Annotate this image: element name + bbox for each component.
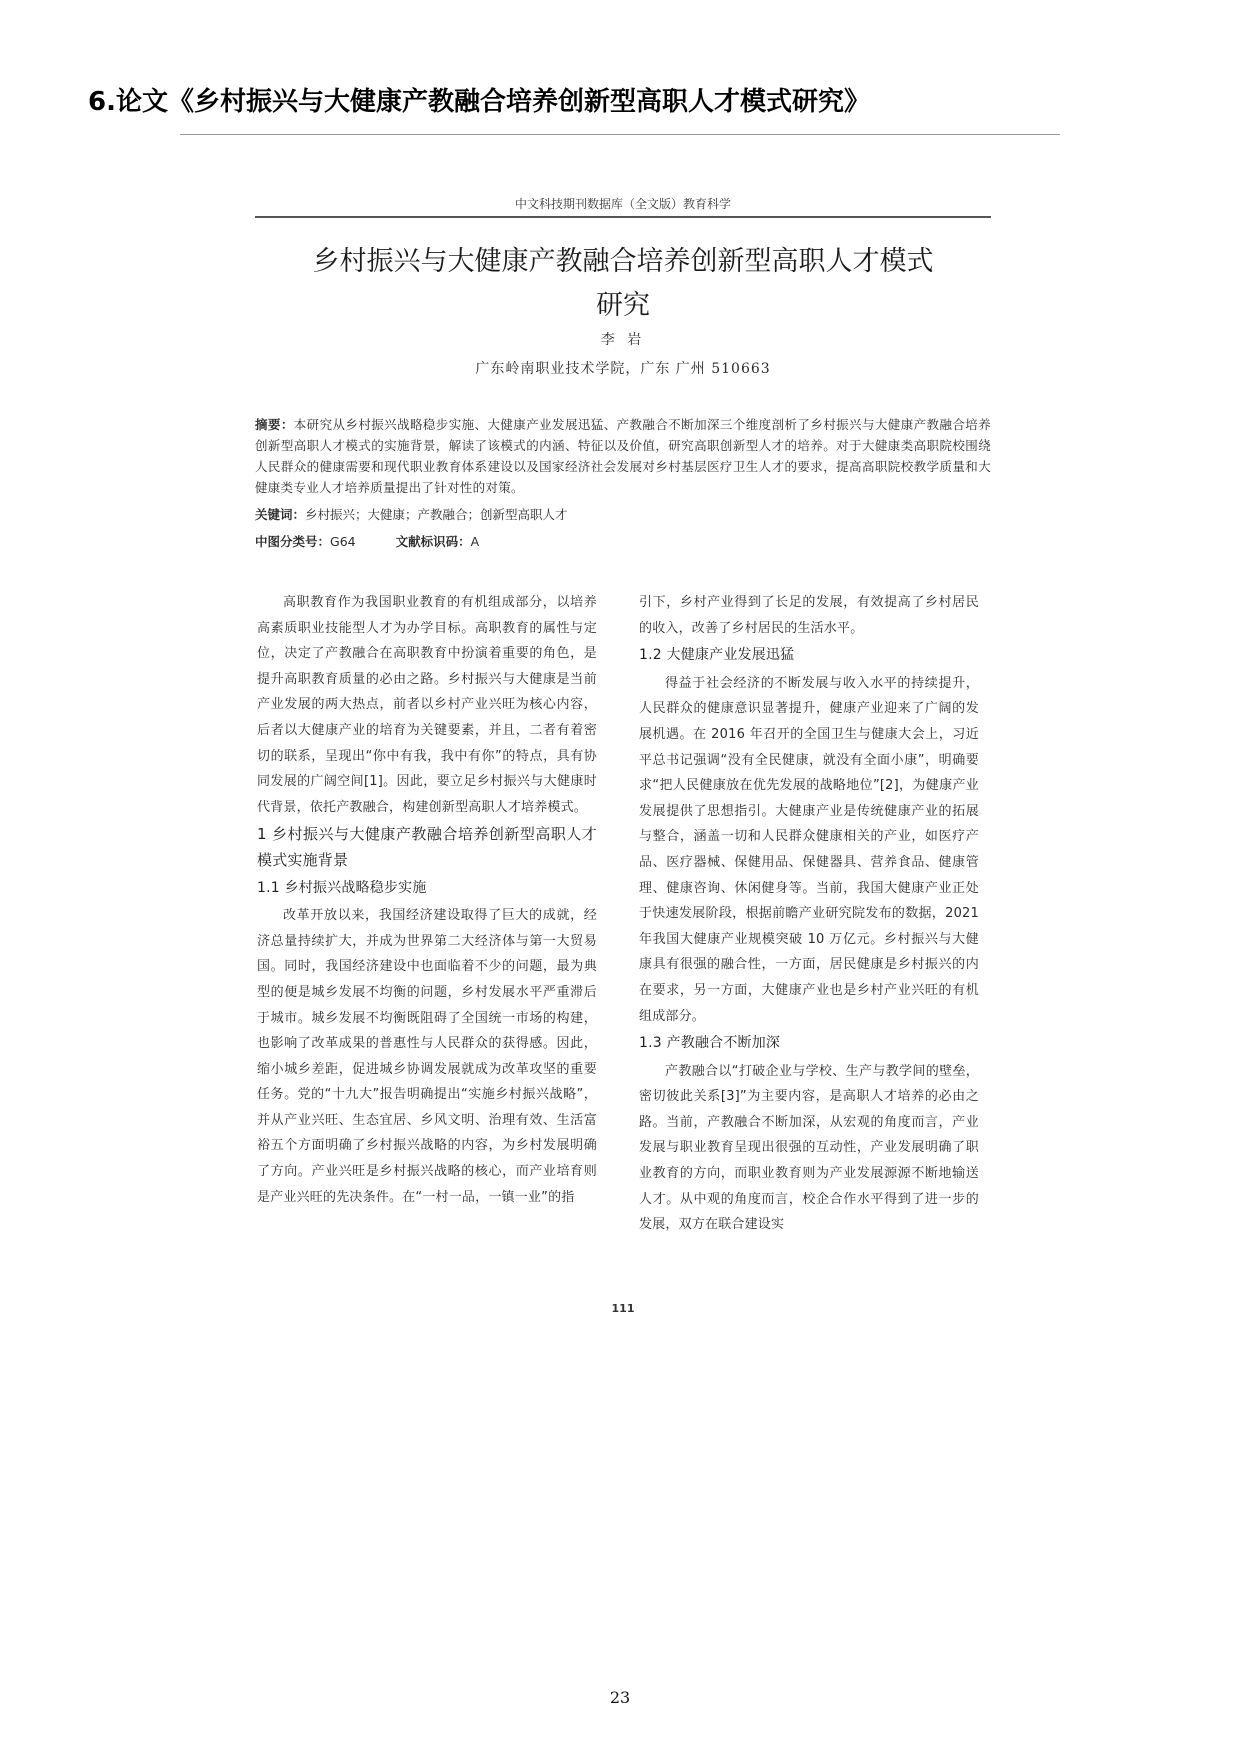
section-heading: 6.论文《乡村振兴与大健康产教融合培养创新型高职人才模式研究》	[88, 87, 870, 117]
journal-page-number: 111	[611, 1302, 635, 1315]
classification-line	[255, 532, 991, 552]
paper-title	[255, 240, 991, 328]
right-column	[639, 590, 979, 1238]
section-1-1-paragraph: 改革开放以来，我国经济建设取得了巨大的成就，经济总量持续扩大，并成为世界第二大经济体与第一大贸易国。同时，我国经济建设中也面临着不少的问题，最为典型的便是城乡发展不均衡的问题，乡村发展水平严重滞后于城市。城乡发展不均衡既阻碍了全国统一市场的构建，也影响了改革成果的普惠性与人民群众的获得感。因此，缩小城乡差距，促进城乡协调发展就成为改革攻坚的重要任务。党的“十九大”报告明确提出“实施乡村振兴战略”，并从产业兴旺、生态宜居、乡风文明、治理有效、生活富裕五个方面明确了乡村振兴战略的内容，为乡村发展明确了方向。产业兴旺是乡村振兴战略的核心，而产业培育则是产业兴旺的先决条件。在“一村一品，一镇一业”的指	[257, 908, 597, 1205]
intro-paragraph: 高职教育作为我国职业教育的有机组成部分，以培养高素质职业技能型人才为办学目标。高职教育的属性与定位，决定了产教融合在高职教育中扮演着重要的角色，是提升高职教育质量的必由之路。乡村振兴与大健康是当前产业发展的两大热点，前者以乡村产业兴旺为核心内容，后者以大健康产业的培育为关键要素，并且，二者有着密切的联系，呈现出“你中有我，我中有你”的特点，具有协同发展的广阔空间[1]。因此，要立足乡村振兴与大健康时代背景，依托产教融合，构建创新型高职人才培养模式。	[257, 595, 597, 815]
section-1-2-paragraph: 得益于社会经济的不断发展与收入水平的持续提升，人民群众的健康意识显著提升，健康产业迎来了广阔的发展机遇。在 2016 年召开的全国卫生与健康大会上，习近平总书记强调“没有全民健康，就没有全面小康”，明确要求“把人民健康放在优先发展的战略地位”[2]，为健康产业发展提供了思想指引。大健康产业是传统健康产业的拓展与整合，涵盖一切和人民群众健康相关的产业，如医疗产品、医疗器械、保健用品、保健器具、营养食品、健康管理、健康咨询、休闲健身等。当前，我国大健康产业正处于快速发展阶段，根据前瞻产业研究院发布的数据，2021 年我国大健康产业规模突破 10 万亿元。乡村振兴与大健康具有很强的融合性，一方面，居民健康是乡村振兴的内在要求，另一方面，大健康产业也是乡村产业兴旺的有机组成部分。	[639, 675, 979, 1024]
clc-item	[255, 534, 356, 549]
paper-title-line2: 研究	[596, 290, 650, 321]
keywords	[255, 505, 991, 525]
keywords-label: 关键词：	[255, 507, 306, 522]
doc-code-value: A	[470, 534, 480, 549]
clc-label: 中图分类号：	[255, 534, 331, 549]
section-1-2-heading: 1.2 大健康产业发展迅猛	[639, 647, 795, 664]
abstract-label: 摘要：	[255, 417, 294, 432]
section-1-heading: 1 乡村振兴与大健康产教融合培养创新型高职人才模式实施背景	[257, 825, 597, 869]
section-1-3-heading: 1.3 产教融合不断加深	[639, 1035, 781, 1052]
author: 李 岩	[600, 332, 646, 348]
scanned-paper-page	[255, 196, 991, 1326]
continuation-paragraph: 引下，乡村产业得到了长足的发展，有效提高了乡村居民的收入，改善了乡村居民的生活水平。	[639, 595, 979, 636]
doc-code-label: 文献标识码：	[395, 534, 471, 549]
abstract	[255, 414, 991, 498]
section-1-1-heading: 1.1 乡村振兴战略稳步实施	[257, 879, 427, 896]
paper-title-line1: 乡村振兴与大健康产教融合培养创新型高职人才模式	[312, 246, 934, 277]
journal-header: 中文科技期刊数据库（全文版）教育科学	[514, 197, 731, 211]
journal-header-rule	[255, 216, 991, 218]
doc-code-item	[396, 534, 480, 549]
page-number: 23	[609, 1688, 631, 1707]
abstract-text: 本研究从乡村振兴战略稳步实施、大健康产业发展迅猛、产教融合不断加深三个维度剖析了乡村振兴与大健康产教融合培养创新型高职人才模式的实施背景，解读了该模式的内涵、特征以及价值，研究高职创新型人才的培养。对于大健康类高职院校围绕人民群众的健康需要和现代职业教育体系建设以及国家经济社会发展对乡村基层医疗卫生人才的要求，提高高职院校教学质量和大健康类专业人才培养质量提出了针对性的对策。	[255, 417, 992, 495]
clc-value: G64	[330, 534, 356, 549]
keywords-text: 乡村振兴；大健康；产教融合；创新型高职人才	[305, 507, 568, 522]
affiliation: 广东岭南职业技术学院，广东 广州 510663	[475, 361, 771, 377]
heading-divider	[180, 134, 1060, 135]
section-1-3-paragraph: 产教融合以“打破企业与学校、生产与教学间的壁垒，密切彼此关系[3]”为主要内容，是高职人才培养的必由之路。当前，产教融合不断加深，从宏观的角度而言，产业发展与职业教育呈现出很强的互动性，产业发展明确了职业教育的方向，而职业教育则为产业发展源源不断地输送人才。从中观的角度而言，校企合作水平得到了进一步的发展，双方在联合建设实	[639, 1063, 979, 1233]
left-column	[257, 590, 597, 1210]
